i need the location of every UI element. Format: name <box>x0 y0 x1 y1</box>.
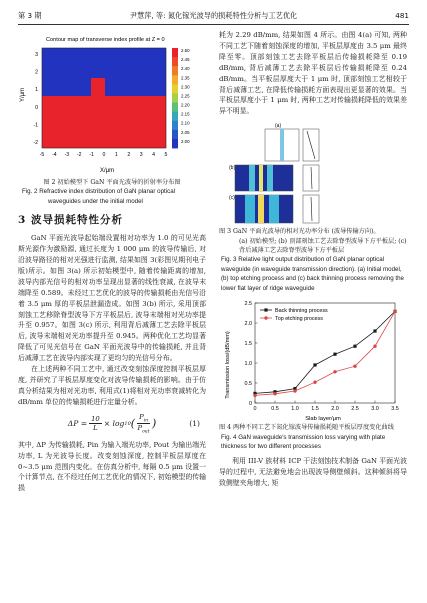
figure-2-caption-zh: 图 2 初始模型下 GaN 平面光波导的折射率分布图 <box>43 179 181 186</box>
body-paragraph: GaN 平面光波导起始端设置相对功率为 1.0 的可见光高斯光源作为激励源, 通过长度为 1 000 μm 的波导传输后, 对沿波导路径的相对光强进行监测, 结果如图 3(彩图见期刊电子版)所示。如图 3(a) 所示初始模型中, 随着传输距离的增加, 波导内部光信号的相对功率呈现出显著的线性衰减, 在波导末端降至 0.589。未经过工艺优化的波导的传输损耗由光信号沿着 3.5 μm 厚的平板层泄漏造成。如图 3(b) 所示, 采用顶部刻蚀工艺移除脊型波导下方平板层后, 波导末端相对光功率提升至 0.957。如图 3(c) 所示, 利用背后减薄工艺去除平板层后, 波导末端相对光功率提升至 0.945。两种优化工艺均显著降低了可见光信号在 GaN 平面光波导中的传输损耗, 并且背后减薄工艺在波导内部实现了更均匀的光信号分布。 <box>18 234 206 363</box>
chart-legend-label: Back thinning process <box>275 308 328 315</box>
equation-log-base: 10 <box>124 420 131 427</box>
contour-x-label: X/μm <box>100 168 115 174</box>
contour-slab-region <box>42 96 166 122</box>
contour-x-tick-label: -3 <box>64 152 70 158</box>
figure-3-panel-c-beam-1 <box>245 195 255 223</box>
figure-3-caption-zh-line-1: 图 3 GaN 平面光波导的相对光功率分布 (波导传输方向)。 <box>219 228 380 236</box>
colorbar-tick-label: 2.25 <box>181 93 190 99</box>
chart-x-tick-label: 0.5 <box>271 406 279 413</box>
chart-point <box>253 394 256 397</box>
colorbar-tick-label: 2.35 <box>181 75 190 81</box>
chart-point <box>313 381 316 384</box>
contour-y-tick-label: 1 <box>35 87 38 94</box>
section-3-heading: 3 波导损耗特性分析 <box>18 214 123 227</box>
figure-3-panel-a-beam <box>280 129 284 161</box>
chart-x-tick-label: 2.0 <box>331 406 339 413</box>
equation-ratio-den <box>138 424 150 434</box>
equation-fraction-den: L <box>93 424 98 433</box>
contour-x-tick-label: 4 <box>152 152 156 158</box>
figure-3-panel-b-label: (b) <box>229 165 236 172</box>
chart-x-tick-label: 2.5 <box>351 406 359 413</box>
figure-3-panel-a-label: (a) <box>275 123 282 130</box>
chart-y-tick-label: 0.5 <box>244 381 252 388</box>
equation-paren-close: ) <box>151 417 157 431</box>
contour-y-tick-label: -1 <box>33 122 38 129</box>
chart-point <box>313 363 316 366</box>
chart-y-axis-label: Transmission loss/(dB/mm) <box>225 331 231 399</box>
body-paragraph: 利用 III-V 族材料 ICP 干法刻蚀技术制备 GaN 平面光波导的过程中, 无法避免地会出现波导侧壁倾斜。这种倾斜将导致侧壁夹角增大, 矩 <box>219 457 407 488</box>
figure-2-caption-en-line-2: waveguides under the initial model <box>48 197 143 205</box>
figure-4 <box>219 295 407 423</box>
figure-4-chart <box>219 295 407 423</box>
contour-y-ticks <box>33 52 38 146</box>
figure-3-panel-c-beam-2 <box>269 195 279 223</box>
contour-y-tick-label: 0 <box>35 104 38 111</box>
colorbar-tick-label: 2.15 <box>181 111 190 117</box>
contour-x-tick-label: 1 <box>114 152 118 158</box>
chart-y-tick-label: 2.5 <box>244 301 252 308</box>
equation-p-out: P <box>137 424 143 433</box>
colorbar-tick-label: 2.00 <box>181 138 190 144</box>
chart-point <box>293 389 296 392</box>
colorbar-swatch <box>172 57 178 66</box>
colorbar-swatch <box>172 66 178 75</box>
colorbar-swatch <box>172 48 178 57</box>
figure-3-caption-en: Fig. 3 Relative light output distribution of GaN planar optical waveguide (in waveguide transmission direction). (a) Initial model, (b) top etching process and (c) back thinning process removing the lower flat layer of ridge waveguide <box>221 256 404 292</box>
chart-series-line <box>255 311 395 395</box>
chart-x-tick-label: 1.0 <box>291 406 299 413</box>
figure-3-panel-c-beam-core <box>258 195 264 223</box>
contour-y-label: Y/μm <box>20 87 26 102</box>
header-rule <box>18 24 409 25</box>
equation-ratio-num <box>137 413 150 424</box>
contour-y-tick-label: -2 <box>33 140 38 146</box>
contour-x-tick-label: 2 <box>127 152 131 158</box>
chart-point <box>373 345 376 348</box>
colorbar-tick-label: 2.30 <box>181 84 190 90</box>
contour-substrate-region <box>42 122 166 148</box>
chart-point <box>273 392 276 395</box>
header-title: 尹慧萍, 等: 氮化镓光波导的损耗特性分析与工艺优化 <box>129 11 298 20</box>
contour-x-ticks <box>40 152 168 158</box>
contour-y-tick-label: 2 <box>35 69 38 76</box>
chart-y-tick-label: 2.0 <box>244 321 252 328</box>
header-issue: 第 3 期 <box>18 11 42 20</box>
contour-y-tick-label: 3 <box>35 52 38 58</box>
colorbar-swatch <box>172 103 178 112</box>
chart-point <box>353 345 356 348</box>
right-column <box>219 30 407 489</box>
colorbar-swatch <box>172 130 178 139</box>
chart-point <box>373 329 376 332</box>
equation-paren-open: ( <box>130 417 136 431</box>
figure-3-panel-b-beam-2 <box>267 165 273 191</box>
contour-x-tick-label: -4 <box>52 152 57 158</box>
chart-y-tick-label: 0 <box>249 401 252 408</box>
equation-1 <box>18 413 206 435</box>
colorbar-tick-label: 2.20 <box>181 102 190 108</box>
equation-fraction <box>89 415 102 432</box>
figure-3-panel-b-beam-core <box>259 165 263 191</box>
figure-2 <box>18 30 206 178</box>
equation-p-out-sub: out <box>142 429 150 435</box>
colorbar-tick-label: 2.50 <box>181 48 190 53</box>
chart-point <box>333 370 336 373</box>
equation-p-in: P <box>139 412 144 421</box>
figure-3-caption-zh-line-2: (a) 初始模型; (b) 顶部刻蚀工艺去除脊型波导下方平板层; (c) 背后减薄工艺去除脊型波导下方平板层 <box>239 237 407 255</box>
colorbar-swatch <box>172 112 178 121</box>
equation-p-in-sub: in <box>143 418 148 424</box>
colorbar-swatch <box>172 139 178 148</box>
chart-y-tick-label: 1.5 <box>244 341 252 348</box>
figure-3-panel-b-beam-1 <box>249 165 255 191</box>
equation-log: × log <box>103 419 125 429</box>
body-paragraph: 耗为 2.29 dB/mm, 结果如图 4 所示。由图 4(a) 可知, 两种不同工艺下随着刻蚀深度的增加, 平板层厚度由 3.5 μm 最终降至零。顶部刻蚀工艺去除平板层后传输损耗降至 0.19 dB/mm, 背后减薄工艺去除平板层后传输损耗降至 0.24 dB/mm。当平板层厚度大于 1 μm 时, 顶部刻蚀工艺相较于背后减薄工艺, 在降低传输损耗方面表现出更显著的效果。当平板层厚度小于 1 μm 时, 两种工艺对传输损耗降低的效果差异不明显。 <box>219 31 407 116</box>
chart-x-tick-label: 3.0 <box>371 406 379 413</box>
contour-x-tick-label: -2 <box>76 152 82 158</box>
figure-4-caption-zh: 图 4 两种不同工艺下氮化镓波导传输损耗随平板层厚度变化曲线 <box>219 424 394 432</box>
contour-x-tick-label: -5 <box>39 152 45 158</box>
contour-x-tick-label: -1 <box>89 152 94 158</box>
contour-x-tick-label: 3 <box>139 152 143 158</box>
body-paragraph: 在上述两种不同工艺中, 通过改变刻蚀深度控制平板层厚度, 并研究了平板层厚度变化对波导传输损耗的影响。由于仿真分析结果为相对光功率, 利用式(1)将相对光功率衰减转化为 dB/mm 单位的传输损耗进行定量分析。 <box>18 365 206 406</box>
contour-plot-title: Contour map of transverse index profile at Z = 0 <box>46 37 165 43</box>
colorbar-tick-label: 2.10 <box>181 120 190 126</box>
chart-y-tick-label: 1.0 <box>244 361 252 368</box>
contour-x-tick-label: 5 <box>164 152 168 158</box>
chart-point <box>393 310 396 313</box>
contour-x-tick-label: 0 <box>102 152 106 158</box>
contour-ridge-region <box>91 78 105 96</box>
chart-legend-marker <box>264 308 267 311</box>
equation-number: (1) <box>189 419 200 429</box>
figure-2-contour-plot <box>18 30 206 178</box>
header-page-number: 481 <box>395 11 409 20</box>
colorbar-swatch <box>172 93 178 102</box>
chart-x-tick-label: 0 <box>253 406 257 413</box>
running-header <box>18 8 409 22</box>
equation-ratio <box>137 413 150 435</box>
colorbar-tick-label: 2.05 <box>181 129 190 135</box>
colorbar-tick-label: 2.45 <box>181 57 190 63</box>
chart-legend-label: Top etching process <box>275 316 323 323</box>
figure-4-caption-en: Fig. 4 GaN waveguide's transmission loss varying with plate thickness for two different processes <box>221 433 386 450</box>
colorbar-tick-label: 2.40 <box>181 66 190 72</box>
colorbar-swatch <box>172 75 178 84</box>
body-paragraph: 其中, ΔP 为传输损耗, Pin 为输入端光功率, Pout 为输出端光功率, L 为光波导长度。改变刻蚀深度, 控制平板层厚度在 0~3.5 μm 范围内变化。在仿真分析中, 每隔 0.5 μm 设置一个计算节点, 在不经过任何工艺优化的情况下, 初始模型的传输损 <box>18 440 206 493</box>
left-column <box>18 30 206 494</box>
chart-x-tick-label: 3.5 <box>391 406 399 413</box>
equation-lhs: ΔP = <box>67 419 88 429</box>
figure-3 <box>219 119 407 227</box>
chart-x-tick-label: 1.5 <box>311 406 319 413</box>
equation-fraction-num: 10 <box>91 415 100 424</box>
chart-point <box>353 365 356 368</box>
figure-3-panel-b-map <box>235 165 293 191</box>
figure-2-caption-en-line-1: Fig. 2 Refractive index distribution of GaN planar optical <box>22 188 176 196</box>
chart-point <box>333 353 336 356</box>
colorbar <box>172 48 190 148</box>
figure-3-panel-c-label: (c) <box>229 195 235 202</box>
figure-3-light-distribution <box>219 119 407 227</box>
colorbar-swatch <box>172 84 178 93</box>
chart-x-axis-label: Slab layer/μm <box>305 416 341 423</box>
chart-legend-marker <box>264 316 267 319</box>
chart-series-line <box>255 311 395 393</box>
colorbar-swatch <box>172 121 178 130</box>
